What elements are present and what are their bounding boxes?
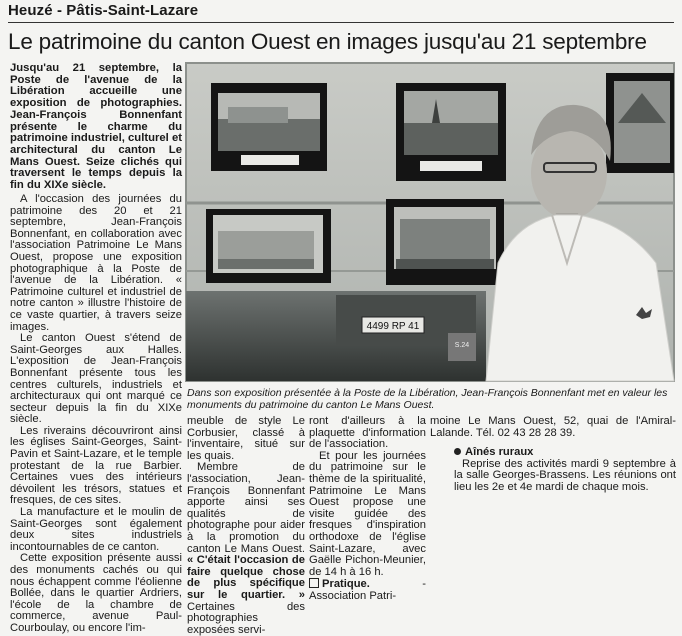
photo-illustration [186, 63, 674, 381]
brief-title: Aînés ruraux [465, 446, 534, 459]
svg-text:4499 RP 41: 4499 RP 41 [366, 321, 420, 332]
body-column-3 [309, 415, 426, 602]
paragraph: La manufacture et le moulin de Saint-Georges sont également deux sites industriels incontournables de ce canton. [10, 506, 182, 553]
practical-text: - Association Patri- [309, 578, 426, 602]
quote: « C'était l'occasion de faire quelque chose de plus spécifique sur le quartier. » [187, 554, 305, 601]
paragraph: Les riverains découvriront ainsi les églises Saint-Georges, Saint-Pavin et Saint-Lazare, et le temple protestant de la rue Barbier. Certaines vues des intérieurs dévoilent les trésors, statues et fresques, de ces sites. [10, 424, 182, 507]
practical-info [309, 578, 426, 602]
paragraph [187, 462, 305, 636]
checkbox-icon [309, 578, 319, 588]
body-column-1 [10, 193, 182, 634]
kicker-rule [8, 22, 674, 23]
body-column-4 [430, 416, 676, 538]
paragraph-text: Membre de l'association, Jean-François Bonnenfant apporte ainsi ses qualités de photographe pour aider à la promotion du canton Le Mans Ouest. [187, 461, 305, 555]
brief-text: Reprise des activités mardi 9 septembre à la salle Georges-Brassens. Les réunions ont lieu les 2e et 4e mardi de chaque mois. [454, 457, 676, 493]
paragraph: Cette exposition présente aussi des monuments cachés ou qui nous échappent comme l'éolienne Bollée, dans le quartier Ardriers, l'école de la chambre de commerce, avenue Paul-Courboulay, ou encore l'im- [10, 552, 182, 634]
paragraph: ront d'ailleurs à la plaquette d'information de l'association. [309, 415, 426, 451]
practical-label: Pratique. [322, 578, 370, 591]
paragraph: A l'occasion des journées du patrimoine des 20 et 21 septembre, Jean-François Bonnenfant, en collaboration avec l'association Patrimoine Le Mans Ouest, propose une exposition photographique à la Poste de l'avenue de la Libération. « Patrimoine culturel et industriel de notre canton » illustre l'histoire de ce vaste quartier, à travers seize images. [10, 193, 182, 333]
paragraph-text: Certaines des photographies exposées servi- [187, 600, 305, 636]
article-lead: Jusqu'au 21 septembre, la Poste de l'avenue de la Libération accueille une exposition de photographies. Jean-François Bonnenfant présente le charme du patrimoine industriel, culturel et architectural du canton Le Mans Ouest. Seize clichés qui traversent le temps depuis la fin du XIXe siècle. [10, 62, 182, 192]
paragraph: moine Le Mans Ouest, 52, quai de l'Amiral-Lalande. Tél. 02 43 28 28 39. [430, 415, 676, 439]
photo-caption: Dans son exposition présentée à la Poste de la Libération, Jean-François Bonnenfant met en valeur les monuments du patrimoine du canton Le Mans Ouest. [187, 387, 668, 411]
article-photo [186, 63, 674, 381]
paragraph: Et pour les journées du patrimoine sur le thème de la spiritualité, Patrimoine Le Mans Ouest propose une visite guidée des fresques d'inspiration orthodoxe de l'église Saint-Lazare, avec Gaëlle Pichon-Meunier, de 14 h à 16 h. [309, 449, 426, 578]
paragraph: meuble de style Le Corbusier, classé à l'inventaire, situé sur les quais. [187, 415, 305, 462]
paragraph: Le canton Ouest s'étend de Saint-Georges aux Halles. L'exposition de Jean-François Bonnenfant présente tous les centres culturels, industriels et architecturaux qui ont marqué ce secteur depuis la fin du XIXe siècle. [10, 332, 182, 426]
article-headline: Le patrimoine du canton Ouest en images jusqu'au 21 septembre [8, 29, 647, 54]
section-kicker: Heuzé - Pâtis-Saint-Lazare [8, 2, 199, 19]
svg-text:S.24: S.24 [454, 342, 470, 349]
bullet-icon [454, 448, 461, 455]
body-column-2 [187, 415, 305, 636]
brief-item [454, 447, 676, 493]
